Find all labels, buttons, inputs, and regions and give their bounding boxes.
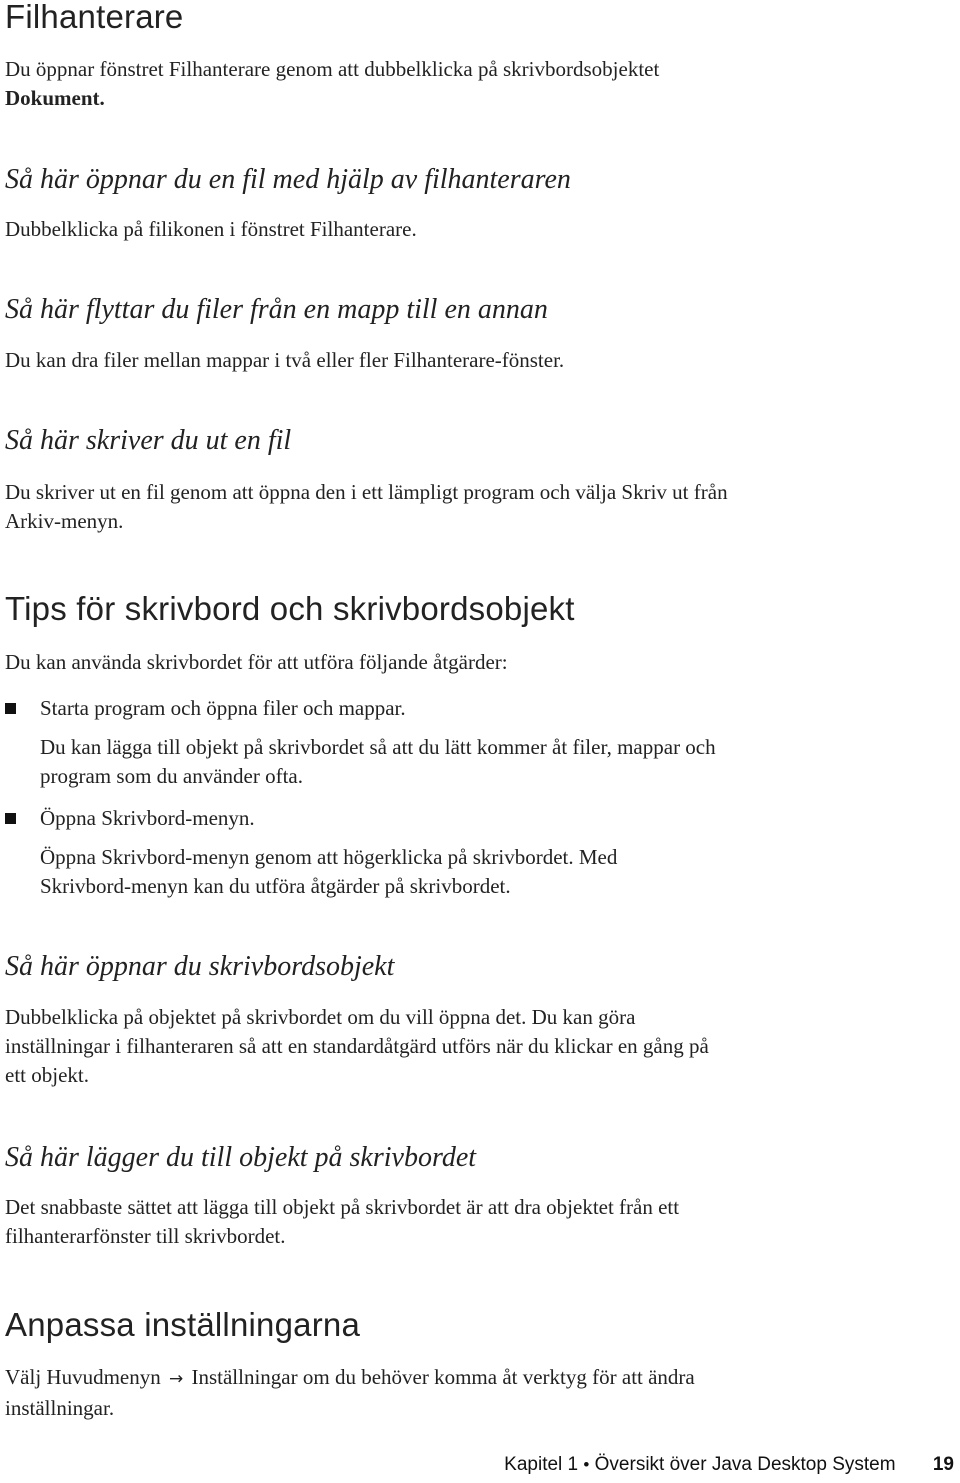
- subheading-open-file: Så här öppnar du en fil med hjälp av filhanteraren: [5, 164, 571, 195]
- text-line: Det snabbaste sättet att lägga till objekt på skrivbordet är att dra objektet från ett: [5, 1195, 680, 1219]
- subheading-add-objects: Så här lägger du till objekt på skrivbordet: [5, 1142, 477, 1173]
- paragraph-preferences: [5, 1363, 957, 1423]
- list-item-start-programs: Starta program och öppna filer och mappar.: [40, 696, 406, 720]
- bullet-square-icon: [5, 813, 16, 824]
- list-item-description: [40, 843, 955, 901]
- list-item-open-desktop-menu: Öppna Skrivbord-menyn.: [40, 806, 255, 830]
- footer-chapter: Kapitel 1: [504, 1454, 579, 1475]
- paragraph-tips-intro: Du kan använda skrivbordet för att utföra följande åtgärder:: [5, 650, 508, 674]
- paragraph-print-file: [5, 478, 957, 536]
- section-heading-tips: Tips för skrivbord och skrivbordsobjekt: [5, 590, 575, 627]
- text-line: Du skriver ut en fil genom att öppna den i ett lämpligt program och välja Skriv ut från: [5, 480, 728, 504]
- text-line: Arkiv-menyn.: [5, 509, 124, 533]
- subheading-print-file: Så här skriver du ut en fil: [5, 425, 292, 456]
- section-heading-preferences: Anpassa inställningarna: [5, 1306, 360, 1343]
- paragraph-move-files: Du kan dra filer mellan mappar i två eller fler Filhanterare-fönster.: [5, 348, 565, 372]
- text-line: [5, 1363, 957, 1394]
- text-line: inställningar i filhanteraren så att en standardåtgärd utförs när du klickar en gång på: [5, 1034, 709, 1058]
- menu-path-main-menu: Välj Huvudmenyn: [5, 1365, 161, 1389]
- bullet-square-icon: [5, 703, 16, 714]
- paragraph-filhanterare-intro: [5, 55, 957, 113]
- subheading-move-files: Så här flyttar du filer från en mapp till en annan: [5, 294, 548, 325]
- page-footer: [504, 1454, 954, 1476]
- paragraph-open-file: Dubbelklicka på filikonen i fönstret Filhanterare.: [5, 217, 417, 241]
- footer-chapter-title: Översikt över Java Desktop System: [594, 1454, 896, 1475]
- subheading-open-desktop-objects: Så här öppnar du skrivbordsobjekt: [5, 951, 395, 982]
- text-line: inställningar.: [5, 1396, 115, 1420]
- arrow-right-icon: →: [168, 1369, 184, 1389]
- section-heading-filhanterare: Filhanterare: [5, 0, 184, 35]
- footer-separator: •: [583, 1455, 590, 1474]
- text-line: Du öppnar fönstret Filhanterare genom att dubbelklicka på skrivbordsobjektet: [5, 57, 660, 81]
- text-line: program som du använder ofta.: [40, 764, 304, 788]
- text-line: Skrivbord-menyn kan du utföra åtgärder på skrivbordet.: [40, 874, 511, 898]
- text-line: Dubbelklicka på objektet på skrivbordet om du vill öppna det. Du kan göra: [5, 1005, 636, 1029]
- page-number: 19: [932, 1454, 954, 1475]
- text-line: Du kan lägga till objekt på skrivbordet så att du lätt kommer åt filer, mappar och: [40, 735, 716, 759]
- text-line: Dokument.: [5, 86, 105, 110]
- paragraph-add-objects: [5, 1193, 957, 1251]
- text-line: Öppna Skrivbord-menyn genom att högerklicka på skrivbordet. Med: [40, 845, 618, 869]
- menu-path-preferences: Inställningar om du behöver komma åt verktyg för att ändra: [191, 1365, 695, 1389]
- text-line: filhanterarfönster till skrivbordet.: [5, 1224, 286, 1248]
- list-item-description: [40, 733, 955, 791]
- text-line: ett objekt.: [5, 1063, 89, 1087]
- paragraph-open-desktop-objects: [5, 1003, 957, 1090]
